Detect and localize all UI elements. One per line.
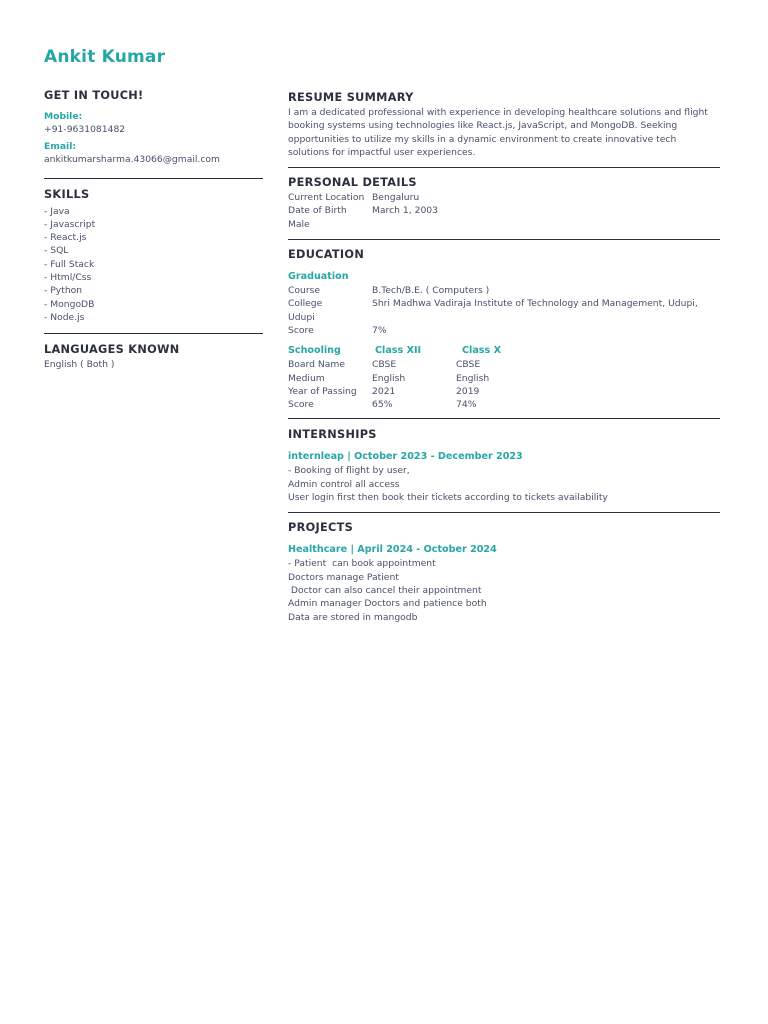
- schooling-row: [288, 372, 720, 385]
- schooling-row-label: Board Name: [288, 359, 346, 371]
- internship-title: internleap | October 2023 - December 2023: [288, 451, 523, 463]
- skill-item: - Javascript: [44, 218, 96, 230]
- contact-section: [44, 89, 263, 167]
- email-address[interactable]: ankitkumarsharma.43066@gmail.com: [44, 154, 220, 166]
- project-line: - Patient can book appointment: [288, 558, 436, 570]
- dob-value: March 1, 2003: [372, 205, 438, 217]
- skill-item: - React.js: [44, 232, 87, 244]
- course-value: B.Tech/B.E. ( Computers ): [372, 285, 490, 297]
- location-label: Current Location: [288, 192, 365, 204]
- projects-heading: PROJECTS: [288, 521, 354, 535]
- personal-heading: PERSONAL DETAILS: [288, 176, 417, 190]
- skill-item: - MongoDB: [44, 298, 95, 310]
- education-heading: EDUCATION: [288, 248, 365, 262]
- project-line: Data are stored in mangodb: [288, 611, 418, 623]
- education-section: [288, 248, 720, 411]
- email-label: Email:: [44, 141, 77, 153]
- skills-section: [44, 188, 263, 325]
- internship-line: Admin control all access: [288, 478, 400, 490]
- section-divider: [44, 333, 263, 334]
- contact-heading: GET IN TOUCH!: [44, 89, 144, 102]
- schooling-label: Schooling: [288, 345, 341, 357]
- projects-section: [288, 521, 720, 623]
- skill-item: - Html/Css: [44, 272, 92, 284]
- class-xii-value: 2021: [372, 385, 396, 397]
- personal-section: [288, 176, 720, 231]
- schooling-row-label: Year of Passing: [288, 385, 357, 397]
- score-label: Score: [288, 324, 314, 336]
- schooling-header: [288, 344, 720, 357]
- graduation-score: 7%: [372, 324, 387, 336]
- mobile-number[interactable]: +91-9631081482: [44, 124, 126, 135]
- left-column: [44, 89, 263, 372]
- internships-section: [288, 428, 720, 504]
- skill-item: - Node.js: [44, 311, 85, 323]
- candidate-name: Ankit Kumar: [44, 47, 166, 67]
- gender-value: Male: [288, 218, 310, 230]
- graduation-label: Graduation: [288, 271, 349, 283]
- section-divider: [288, 418, 720, 419]
- section-divider: [288, 239, 720, 240]
- skill-item: - Java: [44, 205, 70, 217]
- schooling-row-label: Score: [288, 399, 314, 411]
- languages-text: English ( Both ): [44, 359, 115, 371]
- section-divider: [44, 178, 263, 179]
- skills-list: [44, 205, 263, 325]
- class-x-value: 74%: [456, 399, 477, 411]
- summary-section: [288, 91, 720, 159]
- schooling-row: [288, 358, 720, 371]
- internship-line: - Booking of flight by user,: [288, 465, 410, 477]
- skills-heading: SKILLS: [44, 187, 90, 201]
- project-line: Doctors manage Patient: [288, 571, 399, 583]
- section-divider: [288, 512, 720, 513]
- mobile-label: Mobile:: [44, 111, 83, 122]
- schooling-row-label: Medium: [288, 372, 325, 384]
- class-xii-value: English: [372, 372, 406, 384]
- project-line: Doctor can also cancel their appointment: [288, 584, 482, 596]
- class-x-value: 2019: [456, 385, 480, 397]
- class-x-label: Class X: [462, 345, 501, 357]
- project-line: Admin manager Doctors and patience both: [288, 598, 487, 610]
- dob-label: Date of Birth: [288, 205, 347, 217]
- skill-item: - SQL: [44, 245, 69, 257]
- class-xii-label: Class XII: [375, 345, 422, 357]
- location-value: Bengaluru: [372, 192, 420, 204]
- class-x-value: English: [456, 372, 490, 384]
- project-title: Healthcare | April 2024 - October 2024: [288, 544, 497, 556]
- internship-line: User login first then book their tickets according to tickets availability: [288, 492, 608, 504]
- class-xii-value: 65%: [372, 399, 393, 411]
- skill-item: - Full Stack: [44, 258, 95, 270]
- section-divider: [288, 167, 720, 168]
- college-value: Shri Madhwa Vadiraja Institute of Technology and Management, Udupi,: [372, 298, 698, 310]
- college-value-continued: Udupi: [288, 311, 315, 323]
- course-label: Course: [288, 285, 321, 297]
- skill-item: - Python: [44, 285, 83, 297]
- schooling-row: [288, 398, 720, 411]
- summary-heading: RESUME SUMMARY: [288, 91, 414, 104]
- class-x-value: CBSE: [456, 359, 481, 371]
- languages-heading: LANGUAGES KNOWN: [44, 343, 180, 357]
- schooling-row: [288, 385, 720, 398]
- summary-text: I am a dedicated professional with experience in developing healthcare solutions and flight booking systems using technologies like React.js, JavaScript, and MongoDB. Seeking opportunities to utilize my skills in a dynamic environment to create innovative tech solutions for impactful user experiences.: [288, 107, 708, 158]
- college-label: College: [288, 298, 323, 310]
- internships-heading: INTERNSHIPS: [288, 428, 377, 442]
- class-xii-value: CBSE: [372, 359, 397, 371]
- right-column: [288, 91, 720, 624]
- languages-section: [44, 343, 263, 371]
